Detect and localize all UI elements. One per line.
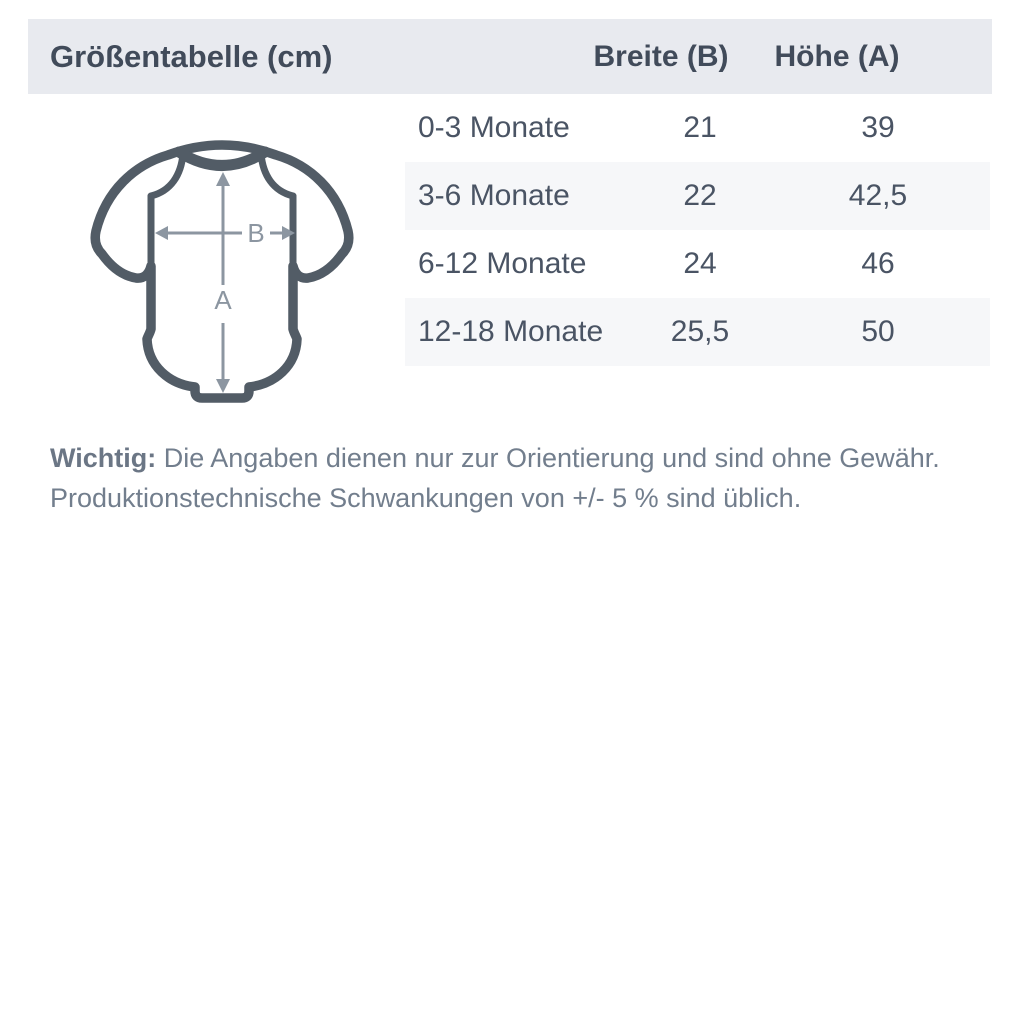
table-row [405,230,990,298]
width-value: 21 [683,111,717,144]
table-row [405,298,990,366]
height-value: 46 [861,247,895,280]
table-row [405,94,990,162]
size-table-header [28,19,992,94]
bodysuit-diagram [86,133,358,411]
height-label: A [214,285,232,315]
disclaimer-line-2: Produktionstechnische Schwankungen von +/- 5 % sind üblich. [50,483,802,513]
disclaimer-emphasis: Wichtig: [50,443,157,473]
size-label: 6-12 Monate [418,247,587,280]
width-value: 24 [683,247,717,280]
height-value: 50 [861,315,895,348]
table-row [405,162,990,230]
column-header-width: Breite (B) [593,39,729,73]
width-value: 22 [683,179,717,212]
size-label: 0-3 Monate [418,111,570,144]
width-label: B [247,218,265,248]
size-table-body [405,94,990,366]
table-title: Größentabelle (cm) [50,38,333,74]
height-value: 39 [861,111,895,144]
disclaimer-note [50,438,980,518]
height-value: 42,5 [848,179,908,212]
width-value: 25,5 [670,315,730,348]
disclaimer-line-1 [50,438,980,478]
column-header-height: Höhe (A) [774,39,900,73]
size-label: 12-18 Monate [418,315,604,348]
size-label: 3-6 Monate [418,179,570,212]
disclaimer-text-1: Die Angaben dienen nur zur Orientierung und sind ohne Gewähr. [163,443,940,473]
